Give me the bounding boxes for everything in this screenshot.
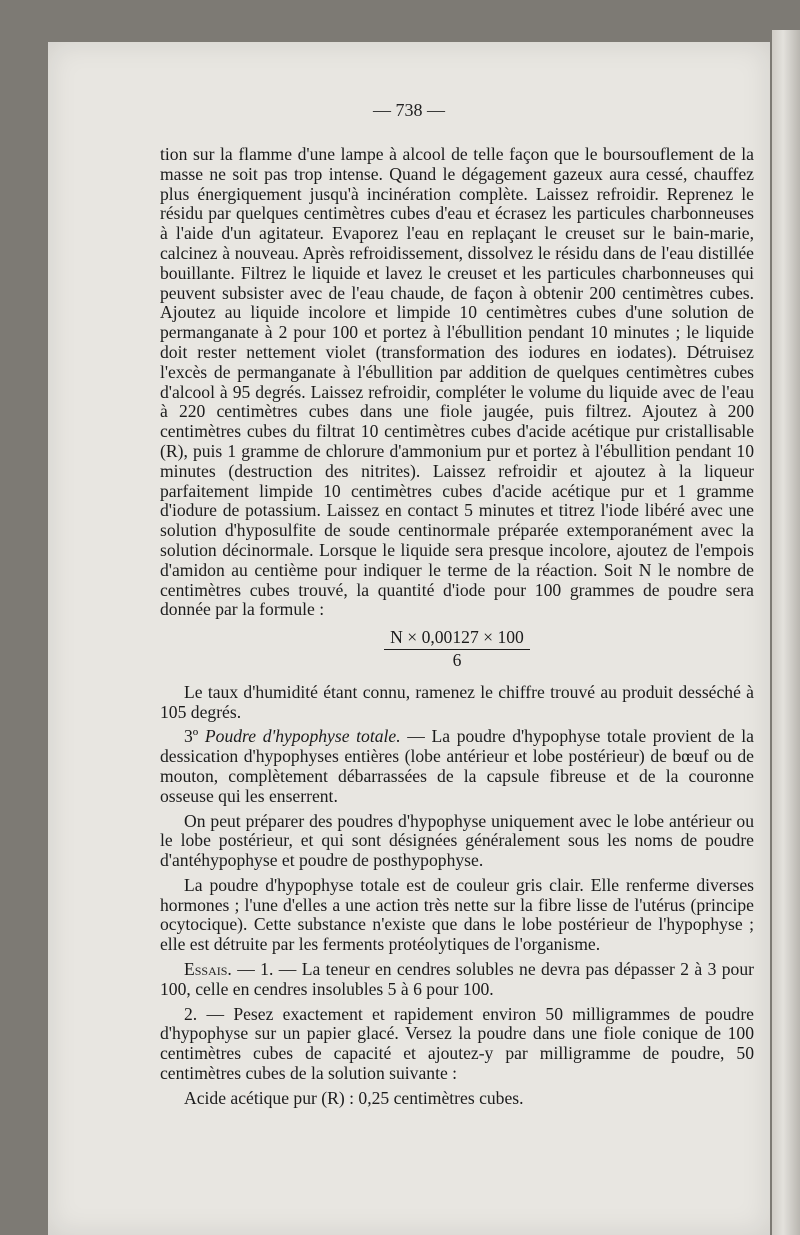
essais-label: Essais. bbox=[184, 959, 232, 980]
section-title: Poudre d'hypophyse totale. bbox=[204, 726, 401, 747]
page-edge bbox=[772, 30, 800, 1235]
formula-denominator: 6 bbox=[452, 649, 462, 670]
paragraph-acide: Acide acétique pur (R) : 0,25 centimètres cubes. bbox=[184, 1087, 524, 1108]
book-page bbox=[48, 42, 770, 1235]
paragraph-humidity: Le taux d'humidité étant connu, ramenez le chiffre trouvé au produit desséché à 105 degrés. bbox=[160, 681, 754, 722]
formula-numerator: N × 0,00127 × 100 bbox=[384, 628, 530, 650]
section-number: 3º bbox=[184, 726, 205, 747]
paragraph-preparation: On peut préparer des poudres d'hypophyse uniquement avec le lobe antérieur ou le lobe postérieur, et qui sont désignées généralement sous les noms de poudre d'antéhypophyse et poudre de posthypophyse. bbox=[160, 810, 754, 871]
essais-text: — 1. — La teneur en cendres solubles ne devra pas dépasser 2 à 3 pour 100, celle en cendres insolubles 5 à 6 pour 100. bbox=[160, 959, 754, 999]
page-number: — 738 — bbox=[373, 100, 445, 120]
fraction bbox=[384, 628, 530, 671]
paragraph-iodine-method: tion sur la flamme d'une lampe à alcool de telle façon que le boursouflement de la masse ne soit pas trop intense. Quand le dégagement gazeux aura cessé, chauffez plus énergiquement jusqu'à incinération complète. Laissez refroidir. Reprenez le résidu par quelques centimètres cubes d'eau et écrasez les particules charbonneuses à l'aide d'un agitateur. Evaporez l'eau en replaçant le creuset sur le bain-marie, calcinez à nouveau. Après refroidissement, dissolvez le résidu dans de l'eau distillée bouillante. Filtrez le liquide et lavez le creuset et les particules charbonneuses qui peuvent subsister avec de l'eau chaude, de façon à obtenir 200 centimètres cubes. Ajoutez au liquide incolore et limpide 10 centimètres cubes d'une solution de permanganate à 2 pour 100 et portez à l'ébullition pendant 10 minutes ; le liquide doit rester nettement violet (transformation des iodures en iodates). Détruisez l'excès de permanganate à l'ébullition par addition de quelques centimètres cubes d'alcool à 95 degrés. Laissez refroidir, compléter le volume du liquide avec de l'eau à 220 centimètres cubes dans une fiole jaugée, puis filtrez. Ajoutez à 200 centimètres cubes du filtrat 10 centimètres cubes d'acide acétique pur cristallisable (R), puis 1 gramme de chlorure d'ammonium pur et portez à l'ébullition pendant 10 minutes (destruction des nitrites). Laissez refroidir et ajoutez à la liqueur parfaitement limpide 10 centimètres cubes d'acide acétique pur et 1 gramme d'iodure de potassium. Laissez en contact 5 minutes et titrez l'iode libéré avec une solution d'hyposulfite de soude centinormale préparée extemporanément avec la solution décinormale. Lorsque le liquide sera presque incolore, ajoutez de l'empois d'amidon au centième pour indiquer le terme de la réaction. Soit N le nombre de centimètres cubes trouvé, la quantité d'iode pour 100 grammes de poudre sera donnée par la formule : bbox=[160, 144, 754, 620]
section-text: — La poudre d'hypophyse totale provient de la dessication d'hypophyses entières (lobe antérieur et lobe postérieur) de bœuf ou de mouton, complètement débarrassées de la capsule fibreuse et de la couronne osseuse qui les enserrent. bbox=[160, 726, 754, 806]
paragraph-hypophyse bbox=[160, 727, 754, 806]
formula bbox=[160, 628, 754, 671]
body-text bbox=[160, 145, 754, 1109]
paragraph-essai-2: 2. — Pesez exactement et rapidement environ 50 milligrammes de poudre d'hypophyse sur un papier glacé. Versez la poudre dans une fiole conique de 100 centimètres cubes de capacité et ajoutez-y par milligramme de poudre, 50 centimètres cubes de la solution suivante : bbox=[160, 1003, 754, 1084]
paragraph-description: La poudre d'hypophyse totale est de couleur gris clair. Elle renferme diverses hormones ; l'une d'elles a une action très nette sur la fibre lisse de l'utérus (principe ocytocique). Cette substance n'existe que dans le lobe postérieur de l'hypophyse ; elle est détruite par les ferments protéolytiques de l'organisme. bbox=[160, 874, 754, 955]
paragraph-essais bbox=[160, 960, 754, 1000]
